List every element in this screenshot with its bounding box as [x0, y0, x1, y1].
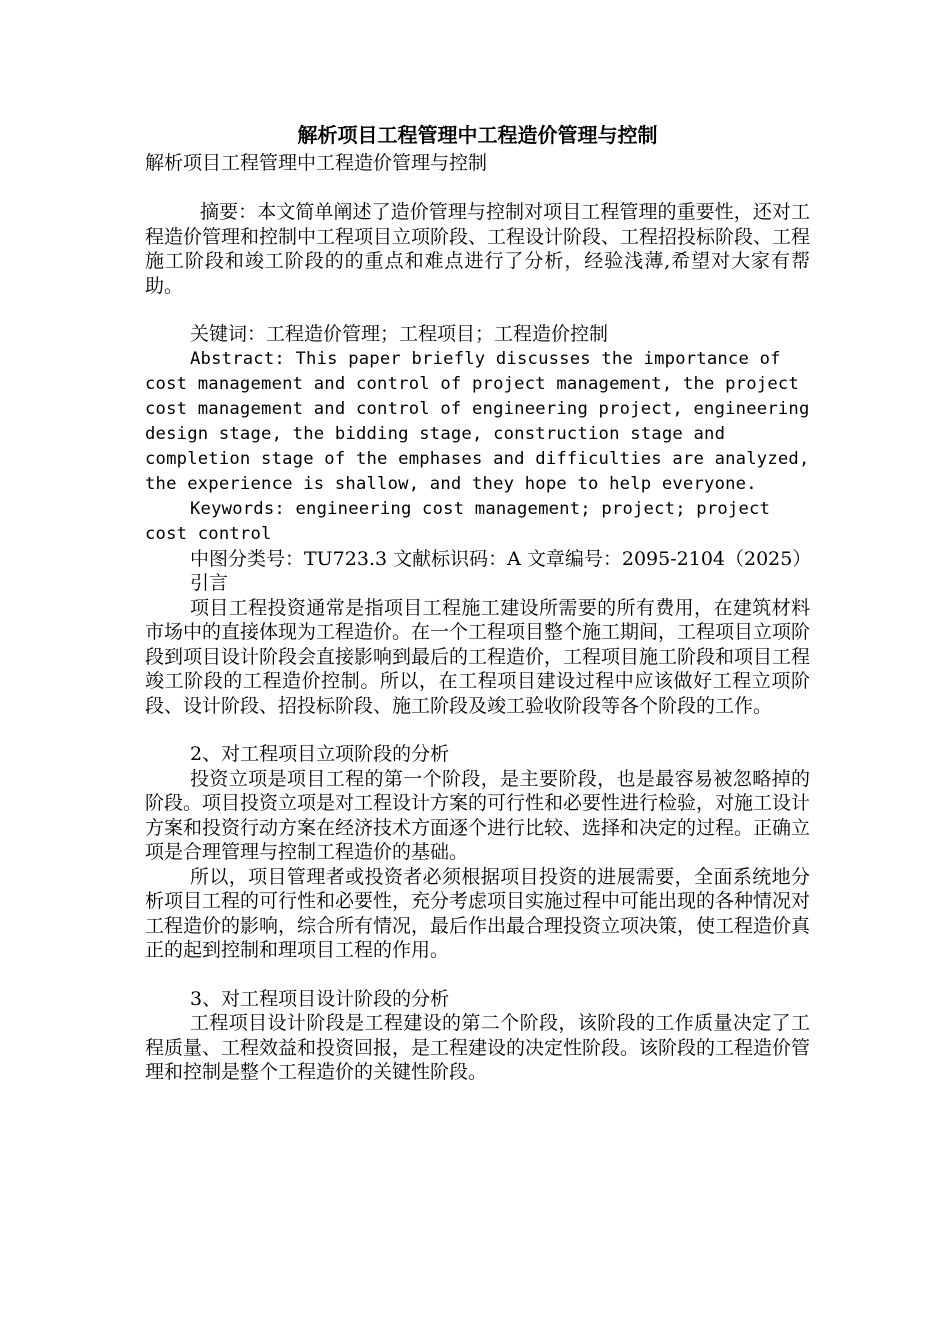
keywords-en: Keywords: engineering cost management; project; project cost control	[145, 498, 771, 544]
spacer	[145, 963, 810, 987]
section-2-paragraph-1: 投资立项是项目工程的第一个阶段，是主要阶段，也是最容易被忽略掉的阶段。项目投资立项是对工程设计方案的可行性和必要性进行检验，对施工设计方案和投资行动方案在经济技术方面逐个进行比较、选择和决定的过程。正确立项是合理管理与控制工程造价的基础。	[145, 767, 811, 863]
document-page	[145, 120, 810, 1085]
abstract-en: Abstract: This paper briefly discusses the importance of cost management and control of project management, the project cost management and control of engineering project, engineering design stage, the bidding stage, construction stage and completion stage of the emphases and difficulties are analyzed, the experience is shallow, and they hope to help everyone.	[145, 348, 810, 494]
section-2-heading: 2、对工程项目立项阶段的分析	[190, 743, 450, 765]
document-title: 解析项目工程管理中工程造价管理与控制	[297, 123, 658, 147]
intro-paragraph: 项目工程投资通常是指项目工程施工建设所需要的所有费用，在建筑材料市场中的直接体现为工程造价。在一个工程项目整个施工期间，工程项目立项阶段到项目设计阶段会直接影响到最后的工程造价，工程项目施工阶段和项目工程竣工阶段的工程造价控制。所以，在工程项目建设过程中应该做好工程立项阶段、设计阶段、招投标阶段、施工阶段及竣工验收阶段等各个阶段的工作。	[145, 596, 811, 717]
section-3-paragraph-1: 工程项目设计阶段是工程建设的第二个阶段，该阶段的工作质量决定了工程质量、工程效益和投资回报，是工程建设的决定性阶段。该阶段的工程造价管理和控制是整个工程造价的关键性阶段。	[145, 1012, 811, 1083]
section-2-paragraph-2: 所以，项目管理者或投资者必须根据项目投资的进展需要，全面系统地分析项目工程的可行性和必要性，充分考虑项目实施过程中可能出现的各种情况对工程造价的影响，综合所有情况，最后作出最合理投资立项决策，使工程造价真正的起到控制和理项目工程的作用。	[145, 865, 811, 961]
spacer	[145, 176, 810, 200]
spacer	[145, 298, 810, 322]
classification-line: 中图分类号：TU723.3 文献标识码：A 文章编号：2095-2104（2025）	[190, 547, 812, 570]
keywords-cn: 关键词：工程造价管理；工程项目；工程造价控制	[190, 323, 609, 345]
abstract-cn: 摘要：本文简单阐述了造价管理与控制对项目工程管理的重要性，还对工程造价管理和控制中工程项目立项阶段、工程设计阶段、工程招投标阶段、工程施工阶段和竣工阶段的的重点和难点进行了分析，经验浅薄,希望对大家有帮助。	[145, 201, 811, 297]
intro-heading: 引言	[190, 572, 229, 594]
document-subtitle: 解析项目工程管理中工程造价管理与控制	[145, 152, 488, 174]
section-3-heading: 3、对工程项目设计阶段的分析	[190, 987, 450, 1010]
spacer	[145, 718, 810, 742]
